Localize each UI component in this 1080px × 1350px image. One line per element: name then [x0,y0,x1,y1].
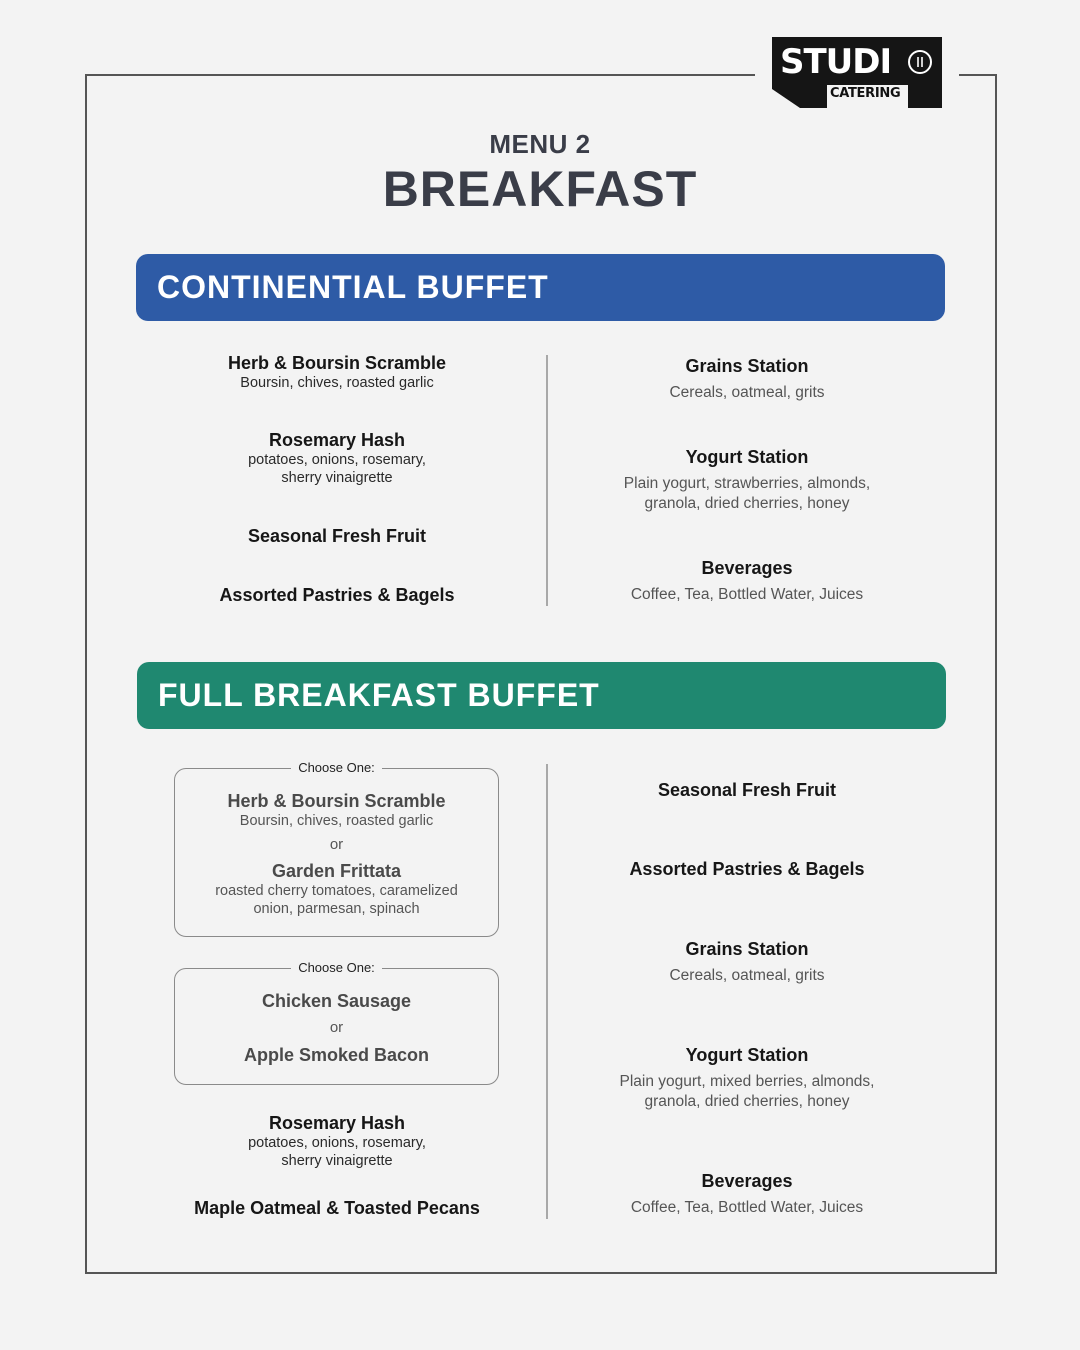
item-name: Apple Smoked Bacon [243,1045,430,1065]
menu-item [577,1044,917,1112]
item-desc: Plain yogurt, mixed berries, almonds, [619,1073,875,1090]
item-name: Herb & Boursin Scramble [227,353,447,373]
item-desc: granola, dried cherries, honey [644,1093,850,1110]
studio-catering-logo [772,37,942,108]
item-name: Yogurt Station [685,1045,809,1065]
menu-item [577,938,917,986]
item-name: Chicken Sausage [261,991,412,1011]
page-title: BREAKFAST [382,161,698,217]
item-desc: Coffee, Tea, Bottled Water, Juices [630,1199,864,1216]
menu-item [577,858,917,880]
or-separator: or [329,1019,344,1036]
menu-item [167,584,507,606]
menu-item [577,446,917,514]
item-name: Assorted Pastries & Bagels [629,859,865,879]
continental-divider [546,355,548,606]
item-name: Assorted Pastries & Bagels [219,585,455,605]
menu-item [577,355,917,403]
item-name: Maple Oatmeal & Toasted Pecans [194,1198,480,1218]
item-name: Herb & Boursin Scramble [227,791,446,811]
item-name: Yogurt Station [685,447,809,467]
logo-subtitle: CATERING [830,86,901,101]
logo-wordmark: STUDI [780,42,892,82]
menu-item [577,1170,917,1218]
menu-item [167,352,507,392]
item-name: Beverages [701,1171,793,1191]
item-desc: roasted cherry tomatoes, caramelized [215,883,458,899]
menu-item [167,1197,507,1219]
continental-buffet-banner: CONTINENTIAL BUFFET [136,254,945,321]
item-name: Garden Frittata [271,861,402,881]
item-desc: Boursin, chives, roasted garlic [239,813,434,829]
choose-one-label-text: Choose One: [291,760,382,775]
full-divider [546,764,548,1219]
item-name: Seasonal Fresh Fruit [247,526,427,546]
menu-item [167,525,507,547]
item-desc: potatoes, onions, rosemary, [248,1135,426,1151]
choose-one-label [175,960,498,976]
item-desc: onion, parmesan, spinach [253,901,420,917]
menu-item [167,429,507,487]
choose-one-label-text: Choose One: [291,960,382,975]
item-name: Beverages [701,558,793,578]
item-desc: Cereals, oatmeal, grits [669,384,825,401]
menu-item [167,1112,507,1170]
item-desc: potatoes, onions, rosemary, [248,452,426,468]
item-name: Rosemary Hash [268,430,406,450]
menu-item [577,557,917,605]
item-desc: sherry vinaigrette [281,470,393,486]
item-desc: granola, dried cherries, honey [644,495,850,512]
item-desc: Cereals, oatmeal, grits [669,967,825,984]
item-name: Grains Station [685,939,809,959]
choose-one-box-meat [174,960,499,1085]
or-separator: or [329,836,344,853]
item-name: Seasonal Fresh Fruit [657,780,837,800]
item-name: Rosemary Hash [268,1113,406,1133]
item-desc: sherry vinaigrette [281,1153,393,1169]
menu-number: MENU 2 [489,129,591,159]
item-desc: Plain yogurt, strawberries, almonds, [623,475,871,492]
item-desc: Boursin, chives, roasted garlic [240,375,434,391]
choice-option [175,790,498,830]
fork-knife-icon [908,50,932,74]
item-desc: Coffee, Tea, Bottled Water, Juices [630,586,864,603]
item-name: Grains Station [685,356,809,376]
choice-option [175,860,498,918]
choose-one-box-eggs [174,760,499,937]
choose-one-label [175,760,498,776]
full-breakfast-buffet-banner: FULL BREAKFAST BUFFET [137,662,946,729]
menu-item [577,779,917,801]
